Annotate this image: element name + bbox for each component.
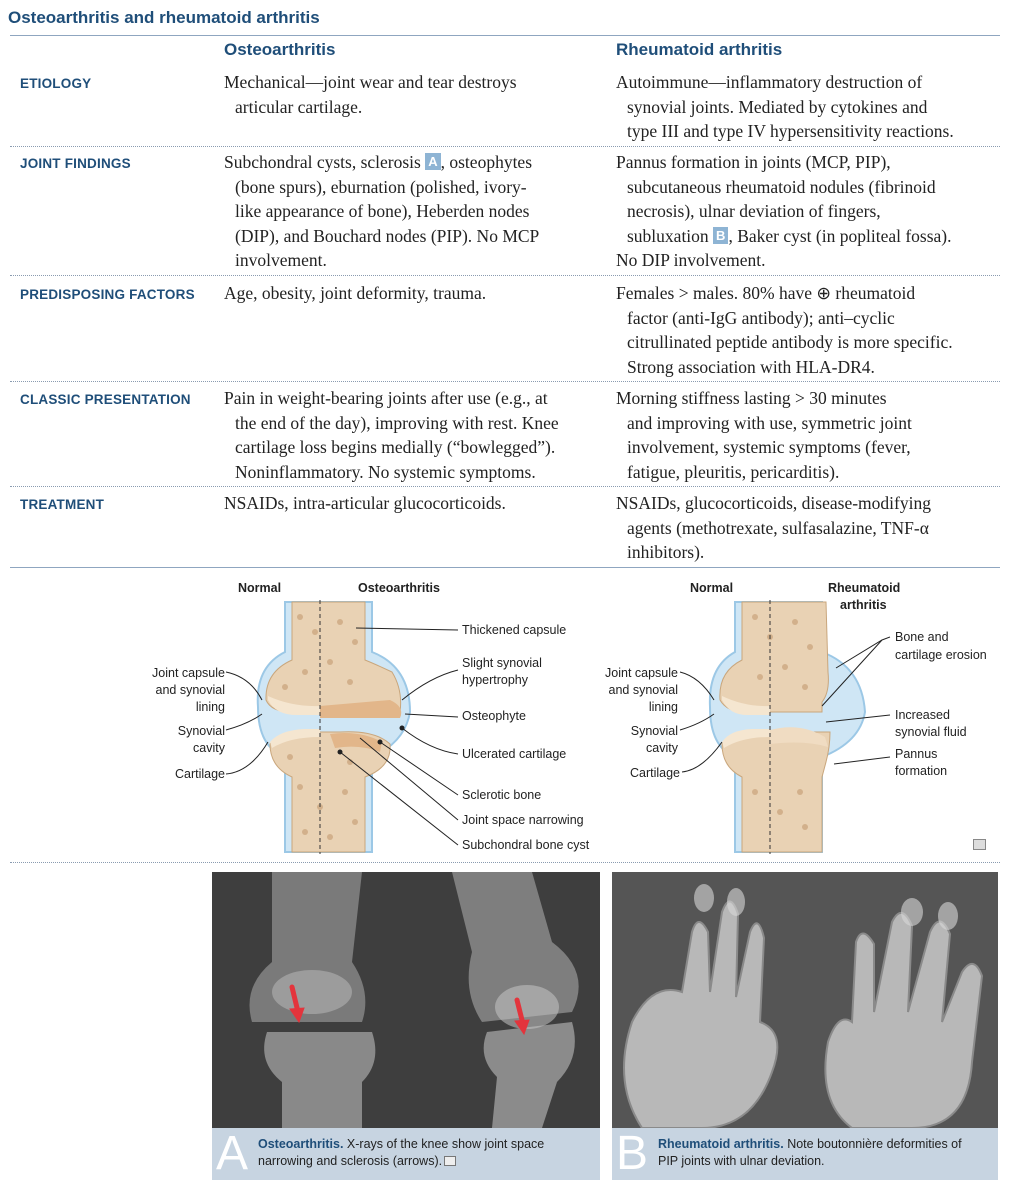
row-label-classic-presentation: CLASSIC PRESENTATION <box>20 392 191 407</box>
hands-image <box>612 872 998 1128</box>
text-line: (DIP), and Bouchard nodes (PIP). No MCP <box>235 225 540 246</box>
row-label-joint-findings: JOINT FINDINGS <box>20 156 131 171</box>
text-line: Age, obesity, joint deformity, trauma. <box>224 283 487 303</box>
caption-line: PIP joints with ulnar deviation. <box>658 1154 825 1168</box>
image-credit-icon[interactable] <box>444 1156 456 1166</box>
label-sclerotic-bone: Sclerotic bone <box>462 788 542 802</box>
photo-b-caption <box>612 1128 998 1180</box>
label-synovial-lining: and synovial <box>608 683 678 697</box>
text-line: and improving with use, symmetric joint <box>627 412 912 433</box>
text-line: , osteophytes <box>440 152 533 172</box>
row-label-treatment: TREATMENT <box>20 497 105 512</box>
label-cartilage: Cartilage <box>174 767 225 781</box>
diagram-label-osteoarthritis: Osteoarthritis <box>358 581 440 595</box>
row-label-etiology: ETIOLOGY <box>20 76 92 91</box>
text-line: involvement. <box>235 250 327 270</box>
photo-a-letter: A <box>216 1127 249 1180</box>
text-line: subcutaneous rheumatoid nodules (fibrinoid <box>627 176 936 197</box>
text-line: Pain in weight-bearing joints after use (e.g., at <box>224 388 548 408</box>
text-line: (bone spurs), eburnation (polished, ivory- <box>235 176 527 197</box>
text-line: inhibitors). <box>627 542 705 562</box>
caption-line: narrowing and sclerosis (arrows). <box>258 1154 443 1168</box>
label-slight-synovial: Slight synovial <box>462 656 542 670</box>
joint-findings-ra <box>616 150 952 273</box>
text-line: Subchondral cysts, sclerosis <box>224 152 421 172</box>
etiology-ra <box>616 70 954 144</box>
label-cartilage-erosion: cartilage erosion <box>895 648 987 662</box>
text-line: the end of the day), improving with rest. Knee <box>235 412 559 433</box>
caption-line: Note boutonnière deformities of <box>783 1137 962 1151</box>
label-pannus: Pannus <box>895 747 938 761</box>
text-line: No DIP involvement. <box>616 250 766 270</box>
column-header-rheumatoid-arthritis: Rheumatoid arthritis <box>616 40 783 59</box>
label-synovial-fluid: synovial fluid <box>895 725 967 739</box>
text-line: , Baker cyst (in popliteal fossa). <box>728 225 952 246</box>
label-osteophyte: Osteophyte <box>462 709 526 723</box>
label-joint-capsule: Joint capsule <box>605 666 678 680</box>
text-line: involvement, systemic symptoms (fever, <box>627 437 911 457</box>
text-line: Morning stiffness lasting > 30 minutes <box>616 388 887 408</box>
text-line: Pannus formation in joints (MCP, PIP), <box>616 152 891 172</box>
photo-a-knee-xray <box>212 872 600 1180</box>
text-line: Noninflammatory. No systemic symptoms. <box>235 461 536 482</box>
figure-ref-badge-b[interactable]: B <box>713 227 728 244</box>
label-joint-capsule: Joint capsule <box>152 666 225 680</box>
text-line: factor (anti-IgG antibody); anti–cyclic <box>627 307 895 328</box>
etiology-oa <box>224 70 517 119</box>
text-line: fatigue, pleuritis, pericarditis). <box>627 461 840 482</box>
text-line: Females > males. 80% have ⊕ rheumatoid <box>616 283 916 303</box>
label-joint-space-narrowing: Joint space narrowing <box>462 813 584 827</box>
label-ulcerated-cartilage: Ulcerated cartilage <box>462 747 567 761</box>
diagram-label-rheumatoid: Rheumatoid <box>828 581 901 595</box>
label-lining: lining <box>648 700 678 714</box>
label-cavity: cavity <box>646 741 678 755</box>
photo-b-letter: B <box>616 1127 649 1180</box>
text-line: NSAIDs, intra-articular glucocorticoids. <box>224 493 506 513</box>
label-synovial-lining: and synovial <box>155 683 225 697</box>
page-title: Osteoarthritis and rheumatoid arthritis <box>8 8 320 27</box>
text-line: like appearance of bone), Heberden nodes <box>235 201 530 221</box>
photo-b-caption-text <box>658 1136 990 1170</box>
classic-presentation-oa <box>224 386 559 484</box>
photo-a-caption <box>212 1128 600 1180</box>
text-line: cartilage loss begins medially (“bowlegged”). <box>235 437 556 457</box>
label-thickened-capsule: Thickened capsule <box>462 623 567 637</box>
text-line: type III and type IV hypersensitivity reactions. <box>627 121 954 141</box>
text-line: articular cartilage. <box>235 96 363 117</box>
label-lining: lining <box>195 700 225 714</box>
treatment-oa <box>224 491 506 516</box>
treatment-ra <box>616 491 931 565</box>
label-cavity: cavity <box>193 741 225 755</box>
joint-findings-oa <box>224 150 539 273</box>
row-label-predisposing-factors: PREDISPOSING FACTORS <box>20 287 195 302</box>
photo-b-rheumatoid-hands <box>612 872 998 1180</box>
label-cartilage: Cartilage <box>629 766 680 780</box>
classic-presentation-ra <box>616 386 912 484</box>
label-increased: Increased <box>895 708 950 722</box>
photo-b-caption-title: Rheumatoid arthritis. <box>658 1137 784 1151</box>
diagram-label-arthritis: arthritis <box>840 598 887 612</box>
image-credit-icon[interactable] <box>973 839 986 850</box>
text-line: agents (methotrexate, sulfasalazine, TNF-α <box>627 517 929 538</box>
column-header-osteoarthritis: Osteoarthritis <box>224 40 336 59</box>
text-line: synovial joints. Mediated by cytokines and <box>627 96 928 117</box>
predisposing-oa <box>224 281 486 306</box>
text-line: subluxation <box>627 225 709 246</box>
text-line: Mechanical—joint wear and tear destroys <box>224 72 517 92</box>
caption-line: X-rays of the knee show joint space <box>343 1137 545 1151</box>
label-synovial: Synovial <box>630 724 678 738</box>
label-synovial: Synovial <box>177 724 225 738</box>
osteoarthritis-joint-diagram <box>0 572 600 862</box>
diagram-label-normal: Normal <box>690 581 734 595</box>
label-subchondral-bone-cyst: Subchondral bone cyst <box>462 838 590 852</box>
xray-image <box>212 872 600 1128</box>
label-formation: formation <box>895 764 948 778</box>
label-bone-and: Bone and <box>895 630 949 644</box>
photo-a-caption-title: Osteoarthritis. <box>258 1137 344 1151</box>
text-line: citrullinated peptide antibody is more specific. <box>627 332 953 352</box>
photo-a-caption-text <box>258 1136 592 1170</box>
text-line: NSAIDs, glucocorticoids, disease-modifying <box>616 493 931 513</box>
text-line: necrosis), ulnar deviation of fingers, <box>627 201 881 221</box>
predisposing-ra <box>616 281 953 379</box>
label-hypertrophy: hypertrophy <box>462 673 529 687</box>
figure-ref-badge-a[interactable]: A <box>425 153 440 170</box>
text-line: Strong association with HLA-DR4. <box>627 356 875 377</box>
rheumatoid-arthritis-joint-diagram <box>590 572 1000 862</box>
diagram-label-normal: Normal <box>238 581 282 595</box>
text-line: Autoimmune—inflammatory destruction of <box>616 72 923 92</box>
